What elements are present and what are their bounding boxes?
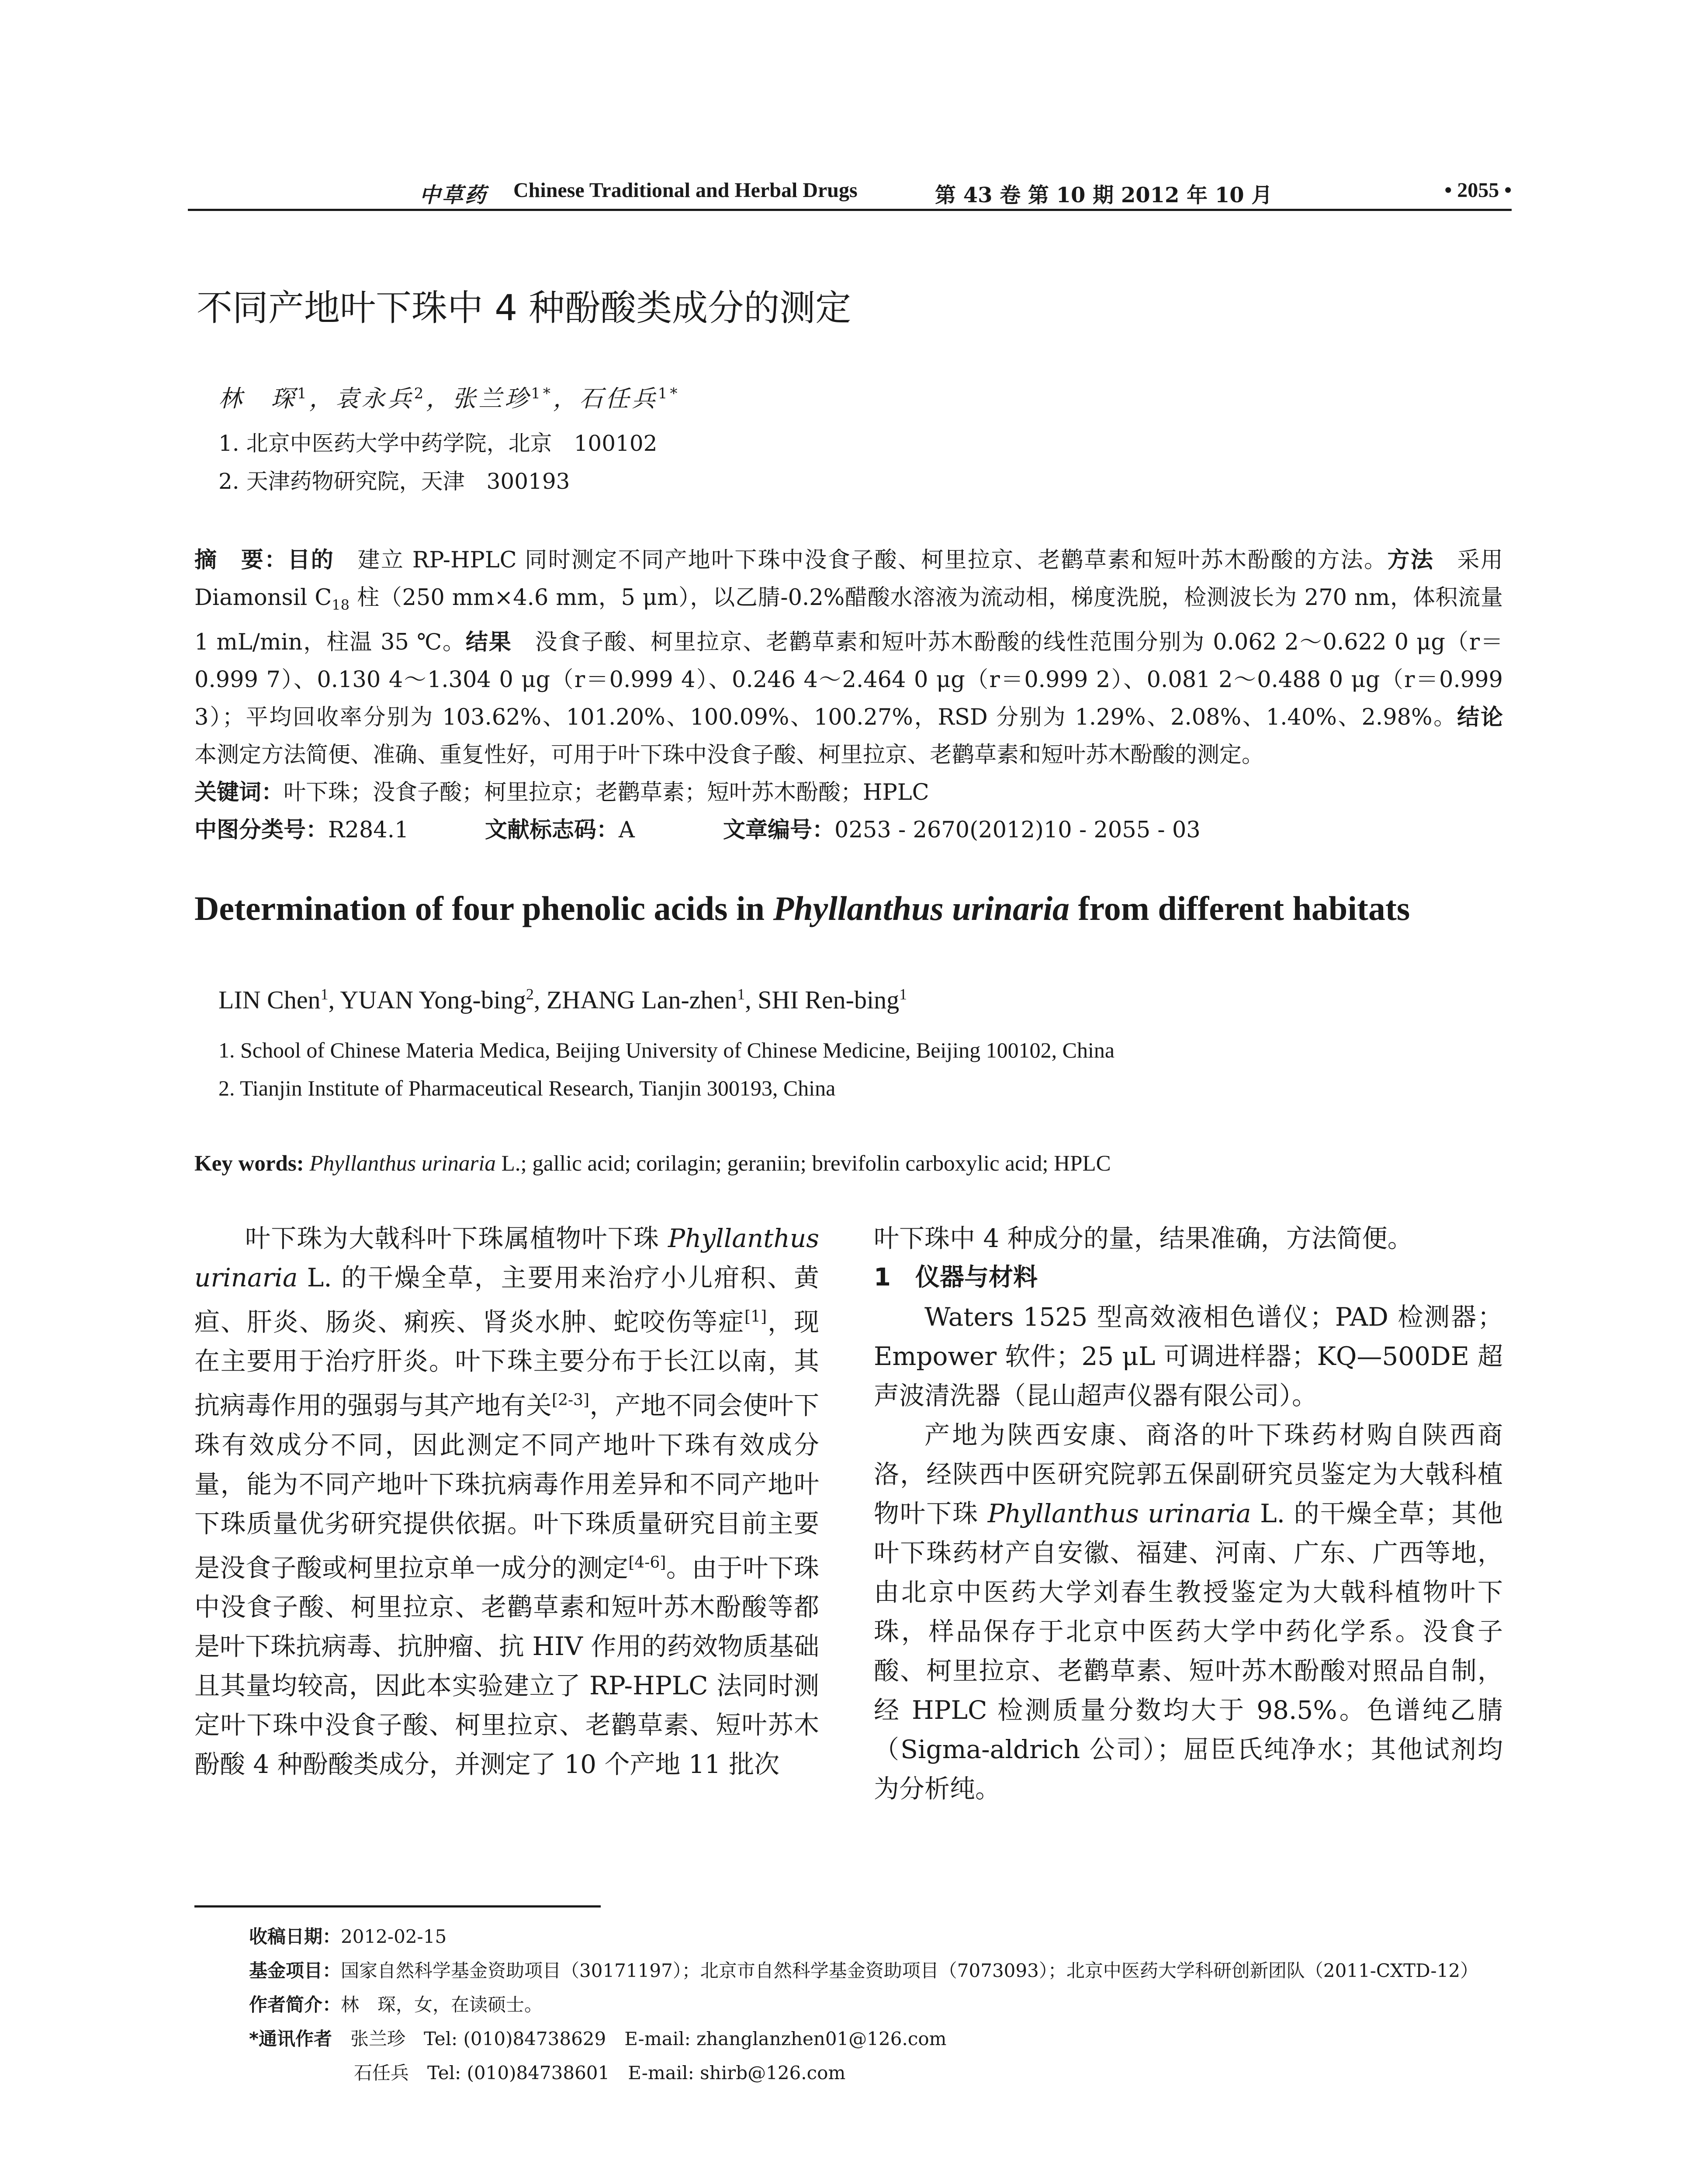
citation: [2-3] xyxy=(552,1391,590,1410)
journal-name-cn: 中草药 xyxy=(419,183,488,207)
author-cn: 石任兵 xyxy=(579,385,658,412)
footnote-value: 张兰珍 Tel: (010)84738629 E-mail: zhanglanzhen01@126.com xyxy=(350,2028,947,2049)
author-mark: 1 xyxy=(737,985,745,1003)
clc xyxy=(194,812,408,844)
title-en-pre: Determination of four phenolic acids in xyxy=(194,889,773,927)
title-en-post: from different habitats xyxy=(1070,889,1410,927)
title-cn: 不同产地叶下珠中 4 种酚酸类成分的测定 xyxy=(197,287,851,329)
citation: [4-6] xyxy=(628,1553,666,1572)
footnote-value: 石任兵 Tel: (010)84738601 E-mail: shirb@126.com xyxy=(354,2062,846,2084)
conclusion-label: 结论 xyxy=(1457,705,1503,731)
keywords-cn-value: 叶下珠；没食子酸；柯里拉京；老鹳草素；短叶苏木酚酸；HPLC xyxy=(284,780,929,805)
body-text: 叶下珠为大戟科叶下珠属植物叶下珠 xyxy=(245,1223,668,1253)
header-rule xyxy=(188,209,1512,211)
author-en: YUAN Yong-bing xyxy=(340,985,526,1014)
conclusion-text: 本测定方法简便、准确、重复性好，可用于叶下珠中没食子酸、柯里拉京、老鹳草素和短叶苏木酚酸的测定。 xyxy=(194,742,1264,768)
footnote-received xyxy=(249,1920,1516,1954)
keywords-en xyxy=(194,1151,1111,1176)
author-en: SHI Ren-bing xyxy=(758,985,900,1014)
footnote-label: 基金项目： xyxy=(249,1960,341,1981)
abstract-cn xyxy=(194,542,1503,774)
footnote-value: 林 琛，女，在读硕士。 xyxy=(341,1994,543,2015)
footnote-label: *通讯作者 xyxy=(249,2028,332,2049)
abstract-label: 摘 要： xyxy=(194,547,288,573)
footnote-label: 作者简介： xyxy=(249,1994,341,2015)
authors-cn: 林 琛$^1$，袁永兵$^2$，张兰珍$^{1*}$，石任兵$^{1*}$ xyxy=(218,385,680,412)
clc-label: 中图分类号： xyxy=(194,817,329,843)
doc-code xyxy=(485,812,635,844)
body-paragraph xyxy=(194,1219,819,1784)
body-text: ，现在主要用于治疗肝炎。叶下珠主要分布于长江以南，其抗病毒作用的强弱与其产地有关 xyxy=(194,1307,819,1420)
result-label: 结果 xyxy=(465,629,512,656)
footnote-correspondence xyxy=(249,2022,1516,2056)
footnote-value: 国家自然科学基金资助项目（30171197）；北京市自然科学基金资助项目（7073093）；北京中医药大学科研创新团队（2011-CXTD-12） xyxy=(341,1960,1479,1981)
affiliation-en: 2. Tianjin Institute of Pharmaceutical Research, Tianjin 300193, China xyxy=(218,1076,836,1100)
author-mark: 1 xyxy=(297,385,309,402)
body-paragraph: Waters 1525 型高效液相色谱仪；PAD 检测器；Empower 软件；25 μL 可调进样器；KQ—500DE 超声波清洗器（昆山超声仪器有限公司）。 xyxy=(874,1302,1503,1410)
method-subscript: 18 xyxy=(332,597,350,614)
author-en: ZHANG Lan-zhen xyxy=(546,985,737,1014)
body-text: 。由于叶下珠中没食子酸、柯里拉京、老鹳草素和短叶苏木酚酸等都是叶下珠抗病毒、抗肿瘤、抗 HIV 作用的药效物质基础且其量均较高，因此本实验建立了 RP-HPLC 法同时测定叶下珠中没食子酸、柯里拉京、老鹳草素、短叶苏木酚酸 4 种酚酸类成分，并测定了 10 个产地 11 批次 xyxy=(194,1552,819,1779)
authors-en: LIN Chen$^1$, YUAN Yong-bing$^2$, ZHANG Lan-zhen$^1$, SHI Ren-bing$^1$ xyxy=(218,985,907,1014)
author-mark: 1 xyxy=(899,985,907,1003)
title-en-species: Phyllanthus urinaria xyxy=(773,889,1070,927)
footnote-author xyxy=(249,1988,1516,2022)
author-en: LIN Chen xyxy=(218,985,321,1014)
section-heading: 1 仪器与材料 xyxy=(874,1263,1038,1292)
keywords-cn xyxy=(194,774,929,806)
footnote-correspondence-2 xyxy=(249,2056,1516,2090)
title-en xyxy=(194,889,1505,928)
article-no-label: 文章编号： xyxy=(723,817,835,843)
method-text-pre: 采用 Diamonsil C xyxy=(194,547,1503,611)
body-column-right xyxy=(874,1219,1503,1808)
footnotes xyxy=(249,1920,1516,2090)
affiliation-cn: 1. 北京中医药大学中药学院，北京 100102 xyxy=(218,431,658,456)
method-text-post: 柱（250 mm×4.6 mm，5 μm），以乙腈-0.2%醋酸水溶液为流动相，梯度洗脱，检测波长为 270 nm，体积流量 1 mL/min，柱温 35 ℃。 xyxy=(194,585,1503,656)
body-text: 产地为陕西安康、商洛的叶下珠药材购自陕西商洛，经陕西中医研究院郭五保副研究员鉴定为大戟科植物叶下珠 xyxy=(874,1420,1503,1528)
objective-text: 建立 RP-HPLC 同时测定不同产地叶下珠中没食子酸、柯里拉京、老鹳草素和短叶苏木酚酸的方法。 xyxy=(357,547,1388,573)
article-no-value: 0253 - 2670(2012)10 - 2055 - 03 xyxy=(834,817,1201,843)
keywords-en-label: Key words: xyxy=(194,1151,304,1176)
species-name: Phyllanthus urinaria xyxy=(987,1499,1251,1528)
classification-row xyxy=(194,812,1505,842)
issue-info: 第 43 卷 第 10 期 2012 年 10 月 xyxy=(935,183,1273,207)
objective-label: 目的 xyxy=(287,547,335,573)
species-name: Phyllanthus urinaria xyxy=(194,1223,819,1292)
result-text: 没食子酸、柯里拉京、老鹳草素和短叶苏木酚酸的线性范围分别为 0.062 2～0.622 0 μg（r＝0.999 7）、0.130 4～1.304 0 μg（r＝0.999 4）、0.246 4～2.464 0 μg（r＝0.999 2）、0.081 2～0.488 0 μg（r＝0.999 3）；平均回收率分别为 103.62%、101.20%、100.09%、100.27%，RSD 分别为 1.29%、2.08%、1.40%、2.98%。 xyxy=(194,629,1503,731)
footnote-label: 收稿日期： xyxy=(249,1926,341,1947)
affiliation-cn: 2. 天津药物研究院，天津 300193 xyxy=(218,469,570,494)
keywords-en-species: Phyllanthus urinaria xyxy=(309,1151,496,1176)
affiliation-en: 1. School of Chinese Materia Medica, Beijing University of Chinese Medicine, Beijing 100102, China xyxy=(218,1038,1115,1062)
author-mark: 2 xyxy=(414,385,426,402)
body-paragraph-continued: 叶下珠中 4 种成分的量，结果准确，方法简便。 xyxy=(874,1223,1413,1253)
author-mark: 1* xyxy=(658,385,680,402)
footnote-value: 2012-02-15 xyxy=(341,1926,447,1947)
footnote-fund xyxy=(249,1954,1516,1988)
body-text: L. 的干燥全草，主要用来治疗小儿疳积、黄疸、肝炎、肠炎、痢疾、肾炎水肿、蛇咬伤等症 xyxy=(194,1263,819,1337)
body-text: L. 的干燥全草；其他叶下珠药材产自安徽、福建、河南、广东、广西等地，由北京中医药大学刘春生教授鉴定为大戟科植物叶下珠，样品保存于北京中医药大学中药化学系。没食子酸、柯里拉京、老鹳草素、短叶苏木酚酸对照品自制，经 HPLC 检测质量分数均大于 98.5%。色谱纯乙腈（Sigma-aldrich 公司）；屈臣氏纯净水；其他试剂均为分析纯。 xyxy=(874,1499,1503,1804)
author-cn: 袁永兵 xyxy=(335,385,414,412)
author-cn: 林 琛 xyxy=(218,385,297,412)
body-paragraph xyxy=(874,1415,1503,1808)
author-mark: 1 xyxy=(320,985,329,1003)
author-cn: 张兰珍 xyxy=(452,385,531,412)
author-mark: 1* xyxy=(531,385,553,402)
keywords-cn-label: 关键词： xyxy=(194,780,284,805)
body-text: ，产地不同会使叶下珠有效成分不同，因此测定不同产地叶下珠有效成分量，能为不同产地叶下珠抗病毒作用差异和不同产地叶下珠质量优劣研究提供依据。叶下珠质量研究目前主要是没食子酸或柯里拉京单一成分的测定 xyxy=(194,1390,819,1583)
keywords-en-rest: L.; gallic acid; corilagin; geraniin; brevifolin carboxylic acid; HPLC xyxy=(495,1151,1111,1176)
running-header xyxy=(188,174,1512,209)
clc-value: R284.1 xyxy=(328,817,409,843)
citation: [1] xyxy=(744,1308,767,1326)
body-column-left xyxy=(194,1219,819,1784)
page-number: • 2055 • xyxy=(1444,179,1512,202)
method-label: 方法 xyxy=(1387,547,1434,573)
journal-name-en: Chinese Traditional and Herbal Drugs xyxy=(513,179,858,202)
author-mark: 2 xyxy=(526,985,534,1003)
doc-code-label: 文献标志码： xyxy=(485,817,619,843)
article-no xyxy=(723,812,1201,844)
doc-code-value: A xyxy=(619,817,635,843)
footnote-rule xyxy=(194,1905,601,1908)
